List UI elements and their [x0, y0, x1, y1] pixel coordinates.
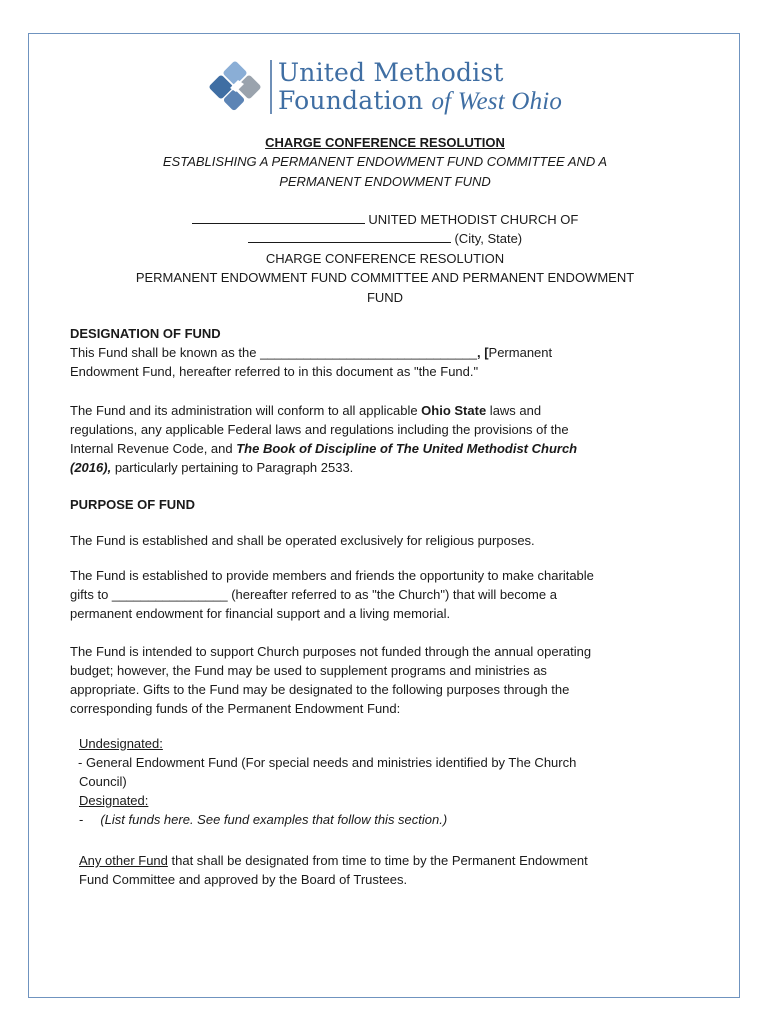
purpose-p2-line2: [70, 585, 670, 604]
other-fund-text: that shall be designated from time to time by the Permanent Endowment: [167, 853, 588, 868]
book-of-discipline-title: The Book of Discipline of The United Methodist Church: [236, 441, 578, 456]
designated-item: [79, 810, 679, 829]
resolution-title-line1: PERMANENT ENDOWMENT FUND COMMITTEE AND PERMANENT ENDOWMENT: [135, 270, 635, 286]
state-name: Ohio State: [421, 403, 487, 418]
fund-name-blank[interactable]: ______________________________: [260, 345, 477, 360]
undesignated-label: Undesignated:: [79, 736, 163, 751]
other-fund-line2: Fund Committee and approved by the Board of Trustees.: [79, 872, 408, 887]
purpose-p2: [70, 566, 670, 623]
other-fund-paragraph: [79, 851, 679, 889]
purpose-p2-line3: permanent endowment for financial support and a living memorial.: [70, 606, 451, 621]
other-fund-label: Any other Fund: [79, 853, 168, 868]
compliance-line4: [70, 458, 670, 477]
purpose-p3-line2: budget; however, the Fund may be used to supplement programs and ministries as: [70, 663, 547, 678]
compliance-text-3: Internal Revenue Code, and: [70, 441, 237, 456]
logo-region-text: of West Ohio: [431, 88, 563, 115]
cross-flame-logo-icon: [208, 58, 264, 114]
church-name-blank[interactable]: [192, 211, 365, 224]
designated-dash: -: [79, 812, 84, 827]
logo-foundation-text: Foundation: [278, 86, 432, 115]
paragraph-reference: particularly pertaining to Paragraph 2533.: [111, 460, 354, 475]
designated-item-text: (List funds here. See fund examples that follow this section.): [100, 812, 448, 827]
compliance-text-2: laws and: [486, 403, 542, 418]
church-city-line: [60, 229, 710, 248]
designation-text: This Fund shall be known as the: [70, 345, 261, 360]
compliance-text: The Fund and its administration will conform to all applicable: [70, 403, 422, 418]
compliance-line1: [70, 401, 670, 420]
church-name-line: [60, 210, 710, 229]
purpose-p1: [70, 531, 670, 550]
purpose-p3-line1: The Fund is intended to support Church purposes not funded through the annual operating: [70, 644, 592, 659]
foundation-logo: [208, 58, 568, 120]
purpose-p1-text: The Fund is established and shall be operated exclusively for religious purposes.: [70, 533, 535, 548]
purpose-heading-block: [70, 495, 670, 514]
purpose-p3: [70, 642, 670, 718]
undesignated-item-line1: - General Endowment Fund (For special needs and ministries identified by The Church: [78, 755, 577, 770]
purpose-p3-line3: appropriate. Gifts to the Fund may be designated to the following purposes through the: [70, 682, 570, 697]
designation-line1: [70, 343, 670, 362]
resolution-title-line2: FUND: [366, 289, 404, 305]
title-block: [60, 133, 710, 191]
resolution-label: CHARGE CONFERENCE RESOLUTION: [265, 250, 505, 266]
church-gift-blank[interactable]: ________________: [111, 587, 228, 602]
purpose-heading: PURPOSE OF FUND: [70, 497, 195, 512]
compliance-line3: [70, 439, 670, 458]
designation-section: [70, 324, 670, 381]
designation-punct: , [: [476, 345, 489, 360]
designation-line2: Endowment Fund, hereafter referred to in this document as "the Fund.": [70, 364, 479, 379]
purpose-p2-text: gifts to: [70, 587, 112, 602]
document-heading: CHARGE CONFERENCE RESOLUTION: [265, 135, 505, 150]
logo-text-line2: [278, 86, 562, 116]
designation-text-2: Permanent: [488, 345, 553, 360]
purpose-p2-line1: The Fund is established to provide members and friends the opportunity to make charitable: [70, 568, 594, 583]
book-year: (2016),: [70, 460, 112, 475]
other-fund-line1: [79, 851, 679, 870]
document-subtitle-line1: ESTABLISHING A PERMANENT ENDOWMENT FUND COMMITTEE AND A: [162, 154, 608, 170]
compliance-line2: regulations, any applicable Federal laws and regulations including the provisions of the: [70, 422, 569, 437]
purpose-p3-line4: corresponding funds of the Permanent Endowment Fund:: [70, 701, 401, 716]
document-subtitle-line2: PERMANENT ENDOWMENT FUND: [279, 173, 491, 189]
logo-divider: [270, 60, 272, 114]
funds-list: [79, 734, 679, 829]
undesignated-item-line2: Council): [79, 774, 127, 789]
logo-text-line1: United Methodist: [278, 58, 504, 87]
city-state-blank[interactable]: [248, 230, 451, 243]
purpose-p2-text-2: (hereafter referred to as "the Church") that will become a: [227, 587, 557, 602]
designated-label: Designated:: [79, 793, 149, 808]
compliance-paragraph: [70, 401, 670, 477]
city-state-label: (City, State): [450, 231, 523, 247]
church-name-suffix: UNITED METHODIST CHURCH OF: [364, 212, 579, 227]
church-block: [60, 210, 710, 307]
designation-heading: DESIGNATION OF FUND: [70, 326, 221, 341]
